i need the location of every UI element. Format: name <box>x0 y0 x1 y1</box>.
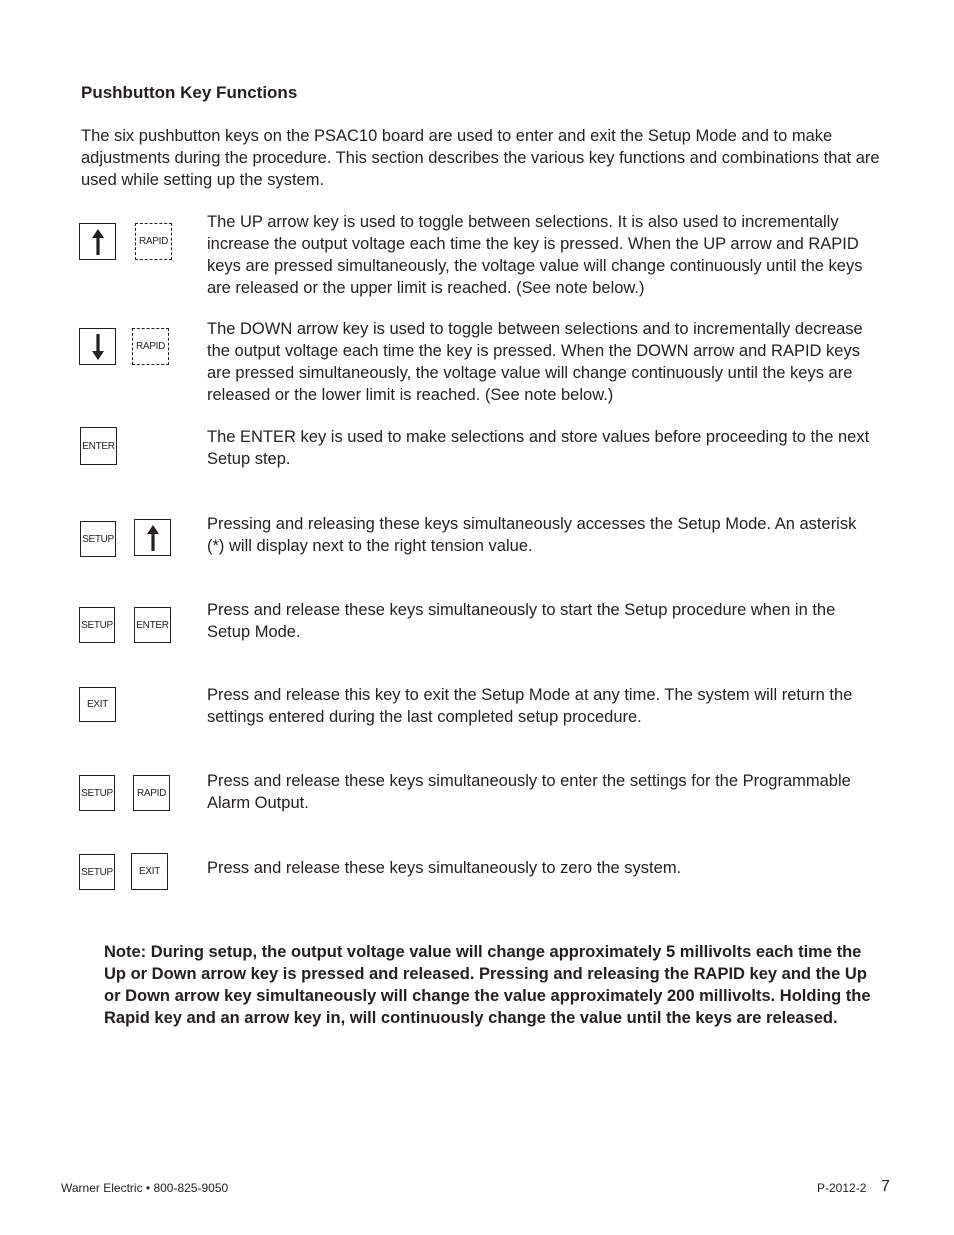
key-description: The ENTER key is used to make selections and store values before proceeding to the next Setup step. <box>207 428 870 468</box>
exit-key-icon: EXIT <box>131 853 168 890</box>
key-description: Press and release these keys simultaneously to start the Setup procedure when in the Setup Mode. <box>207 601 836 641</box>
footer-doc-code: P-2012-2 <box>817 1181 867 1195</box>
key-description: Press and release this key to exit the Setup Mode at any time. The system will return the settings entered during the last completed setup procedure. <box>207 686 853 726</box>
note-label: Note: <box>104 943 147 961</box>
rapid-key-icon: RAPID <box>133 775 170 811</box>
enter-key-icon: ENTER <box>134 607 171 643</box>
setup-key-icon: SETUP <box>79 607 115 643</box>
up-arrow-key-icon <box>79 223 116 260</box>
intro-paragraph: The six pushbutton keys on the PSAC10 board are used to enter and exit the Setup Mode and to make adjustments during the procedure. This section describes the various key functions and combinations that are used while setting up the system. <box>81 127 880 189</box>
footer-company: Warner Electric • 800-825-9050 <box>61 1181 229 1195</box>
setup-key-icon: SETUP <box>79 775 115 811</box>
key-description: Press and release these keys simultaneously to zero the system. <box>207 859 682 877</box>
key-description: The UP arrow key is used to toggle between selections. It is also used to incrementally increase the output voltage each time the key is pressed. When the UP arrow and RAPID keys are pressed simultaneously, the voltage value will change continuously until the keys are released or the upper limit is reached. (See note below.) <box>207 213 863 297</box>
setup-key-icon: SETUP <box>80 521 116 557</box>
key-description: The DOWN arrow key is used to toggle between selections and to incrementally decrease the output voltage each time the key is pressed. When the DOWN arrow and RAPID keys are pressed simultaneously, the voltage value will change continuously until the keys are released or the lower limit is reached. (See note below.) <box>207 320 863 404</box>
page-heading: Pushbutton Key Functions <box>81 83 298 102</box>
setup-key-icon: SETUP <box>79 854 115 890</box>
key-description: Press and release these keys simultaneously to enter the settings for the Programmable Alarm Output. <box>207 772 851 812</box>
down-arrow-key-icon <box>79 328 116 365</box>
up-arrow-key-icon <box>134 519 171 556</box>
rapid-key-icon: RAPID <box>135 223 172 260</box>
note-paragraph <box>104 941 879 1029</box>
note-text: During setup, the output voltage value will change approximately 5 millivolts each time the Up or Down arrow key is pressed and released. Pressing and releasing the RAPID key and the Up or Down arrow key simultaneously will change the value approximately 200 millivolts. Holding the Rapid key and an arrow key in, will continuously change the value until the keys are released. <box>104 943 871 1027</box>
rapid-key-icon: RAPID <box>132 328 169 365</box>
key-description: Pressing and releasing these keys simultaneously accesses the Setup Mode. An asterisk (*) will display next to the right tension value. <box>207 515 857 555</box>
enter-key-icon: ENTER <box>80 427 117 465</box>
exit-key-icon: EXIT <box>79 687 116 722</box>
page-number: 7 <box>881 1178 890 1195</box>
